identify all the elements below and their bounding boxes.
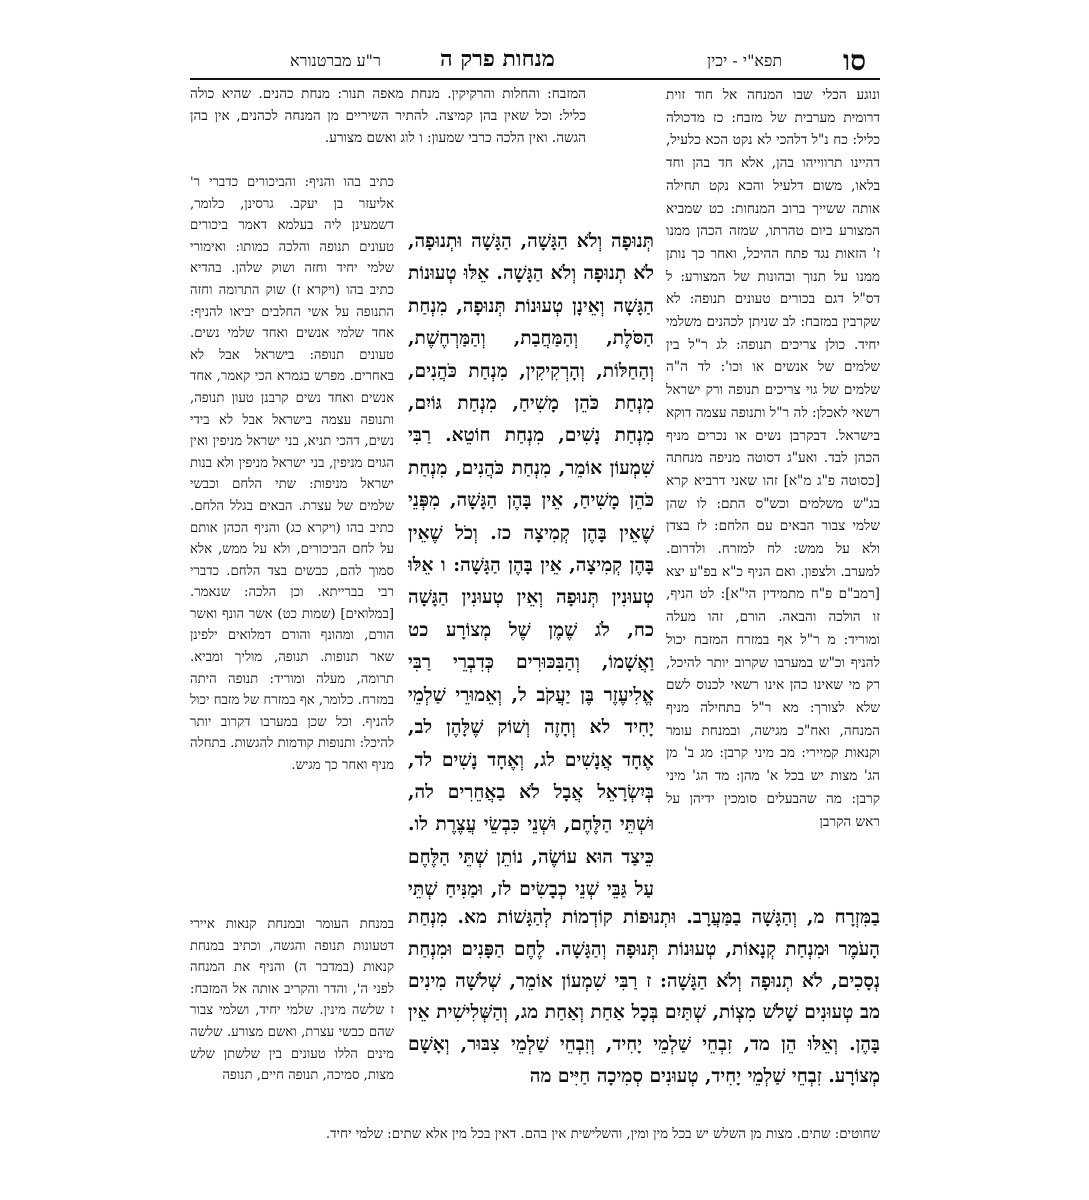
mishna-text: בַמִּזְרָח מ, וְהַגָּשָׁה בַמַּעֲרָב. וּתְנוּפוֹת קוֹדְמוֹת לְהַגָּשׁוֹת מא. מִנְחַת הָעֹמֶר וּמִנְחַת קְנָאוֹת, טְעוּנוֹת תְּנוּפָה וְהַגָּשָׁה. לֶחֶם הַפָּנִים וּמִנְחַת נְסָכִים, לֹא תְנוּפָה וְלֹא הַגָּשָׁה: ז רַבִּי שִׁמְעוֹן אוֹמֵר, שְׁלֹשָׁה מִינִים מב טְעוּנִים שָׁלֹשׁ מִצְוֹת, שְׁתַּיִם בְּכָל אַחַת וְאַחַת מג, וְהַשְּׁלִישִׁית אֵין בָּהֶן. וְאֵלּוּ הֵן מד, זִבְחֵי שַׁלְמֵי יָחִיד, וְזִבְחֵי שַׁלְמֵי צִבּוּר, וְאָשָׁם מְצוֹרָע. זִבְחֵי שַׁלְמֵי יָחִיד, טְעוּנִים סְמִיכָה חַיִּים מה [408, 907, 880, 1087]
page-number: סו [843, 44, 867, 77]
tiferet-yisrael-commentary [666, 84, 880, 899]
mishna-text: תְּנוּפָה וְלֹא הַגָּשָׁה, הַגָּשָׁה וּתְנוּפָה, לֹא תְנוּפָה וְלֹא הַגָּשָׁה. אֵלּוּ טְעוּנוֹת הַגָּשָׁה וְאֵינָן טְעוּנוֹת תְּנוּפָה, מִנְחַת הַסֹּלֶת, וְהַמַּחֲבַת, וְהַמַּרְחֶשֶׁת, וְהַחַלּוֹת, וְהָרְקִיקִין, מִנְחַת כֹּהֲנִים, מִנְחַת כֹּהֵן מָשִׁיחַ, מִנְחַת גּוֹיִם, מִנְחַת נָשִׁים, מִנְחַת חוֹטֵא. רַבִּי שִׁמְעוֹן אוֹמֵר, מִנְחַת כֹּהֲנִים, מִנְחַת כֹּהֵן מָשִׁיחַ, אֵין בָּהֶן הַגָּשָׁה, מִפְּנֵי שֶׁאֵין בָּהֶן קְמִיצָה כז. וְכֹל שֶׁאֵין בָּהֶן קְמִיצָה, אֵין בָּהֶן הַגָּשָׁה: ו אֵלּוּ טְעוּנִין תְּנוּפָה וְאֵין טְעוּנִין הַגָּשָׁה כח, לֹג שֶׁמֶן שֶׁל מְצוֹרָע כט וַאֲשָׁמוֹ, וְהַבִּכּוּרִים כְּדִבְרֵי רַבִּי אֱלִיעֶזֶר בֶּן יַעֲקֹב ל, וְאֵמוּרֵי שַׁלְמֵי יָחִיד לא וְחָזֶה וְשׁוֹק שֶׁלָּהֶן לב, אֶחָד אֲנָשִׁים לג, וְאֶחָד נָשִׁים לד, בְּיִשְׂרָאֵל אֲבָל לֹא בַאֲחֵרִים לה, וּשְׁתֵּי הַלֶּחֶם, וּשְׁנֵי כִּבְשֵׂי עֲצֶרֶת לו. כֵּיצַד הוּא עוֹשֶׂה, נוֹתֵן שְׁתֵּי הַלֶּחֶם עַל גַּבֵּי שְׁנֵי כְבָשִׂים לז, וּמַנִּיחַ שְׁתֵּי [408, 231, 654, 901]
header-divider [190, 78, 880, 80]
footnote-line: שחוטים: שתים. מצות מן השלש יש בכל מין ומין, והשלישית אין בהם. דאין בכל מין אלא שתים: שלמי יחיד. [325, 1127, 880, 1142]
mishna-text-column [408, 226, 654, 902]
commentary-text: המזבח: והחלות והרקיקין. מנחת מאפה תנור: מנחת כהנים. שהיא כולה כליל: וכל שאין בהן קמיצה. להתיר השיריים מן המנחה לכהנים, אין בהן הגשה. ואין הלכה כרבי שמעון: ו לוג ואשם מצורע. [190, 86, 586, 146]
bartenura-label: ר"ע מברטנורא [290, 51, 381, 70]
commentary-text: כתיב בהו והניף: והביכורים כדברי ר' אליעזר בן יעקב. גרסינן, כלומר, דשמעינן ליה בעלמא דאמר ביכורים טעונים תנופה והלכה כמותו: ואימורי שלמי יחיד וחזה ושוק שלהן. בהדיא כתיב בהו (ויקרא ז) שוק התרומה וחזה התנופה על אשי החלבים יביאו להניף: אחד שלמי אנשים ואחד שלמי נשים. טעונים תנופה: בישראל אבל לא באחרים. מפרש בגמרא הכי קאמר, אחד אנשים ואחד נשים קרבנן טעון תנופה, ותנופה עצמה בישראל אבל לא בידי נשים, דהכי תניא, בני ישראל מניפין ואין הגוים מניפין, בני ישראל מניפין ולא בנות ישראל מניפות: שתי הלחם וכבשי שלמים של עצרת. הבאים בגלל הלחם. כתיב בהו (ויקרא כג) והניף הכהן אותם על לחם הביכורים, ולא על ממש, אלא סמוך להם, כבשים בצד הלחם. כדברי רבי בברייתא. וכן הלכה: שנאמר. [במלואים] (שמות כט) אשר הונף ואשר הורם, ומהונף והורם דמלואים ילפינן שאר תנופות. תנופה, מוליך ומביא. תרומה, מעלה ומוריד: תנופה היתה במזרח. כלומר, אף במזרח של מזבח יכול להניף. וכל שכן במערבו דקרוב יותר להיכל: ותנופות קודמות להגשות. בתחלה מניף ואחר כך מגיש. [190, 175, 394, 774]
commentary-text: במנחת העומר ובמנחת קנאות איירי דטעונות תנופה והגשה, וכתיב במנחת קנאות (במדבר ה) והניף את המנחה לפני ה', והדר והקריב אותה אל המזבח: ז שלשה מינין. שלמי יחיד, ושלמי צבור שהם כבשי עצרת, ואשם מצורע. שלשה מינים הללו טעונים בין שלשתן שלש מצות, סמיכה, תנופה חיים, תנופה [190, 917, 394, 1084]
commentary-text: ונוגע הכלי שבו המנחה אל חוד זוית דרומית מערבית של מזבח: כז מדכולה כליל: כח נ"ל דלהכי לא נקט הכא כלעיל, דהיינו תרווייהו בהן, אלא חד בהן וחד בלאו, משום דלעיל והכא נקט תחילה אותה ששייך ברוב המנחות: כט שמביא המצורע ביום טהרתו, שמזה הכהן ממנו ז' הזאות נגד פתח ההיכל, ואחר כך נותן ממנו על תנוך ובהונות של המצורע: ל דס"ל דגם בכורים טעונים תנופה: לא שקרבין במזבח: לב שניתן לכהנים משלמי יחיד. כולן צריכים תנופה: לג ר"ל בין שלמים של אנשים או וכו': לד ה"ה שלמים של גוי צריכים תנופה ורק ישראל רשאי לאכלן: לה ר"ל ותנופה עצמה דוקא בישראל. דבקרבן נשים או נכרים מניף הכהן לבד. ואע"ג דסוטה מניפה מנחתה [כסוטה פ"ג מ"א] זהו שאני דרביא קרא בג"ש משלמים וכש"ס התם: לו שהן שלמי צבור הבאים עם הלחם: לז בצדן ולא על ממש: לח למזרח. ולדרום. למערב. ולצפון. ואם הניף כ"א בפ"ע יצא [רמב"ם פ"ח מתמידין הי"א]: לט הניף, זו הולכה והבאה. הורם, זהו מעלה ומוריד: מ ר"ל אף במזרח המזבח יכול להניף וכ"ש במערבו שקרוב יותר להיכל, רק מי שאינו כהן אינו רשאי לכנוס לשם שלא לצורך: מא ר"ל בתחילה מניף המנחה, ואח"כ מגישה, ובמנחת עומר וקנאות קמיירי: מב מיני קרבן: מג ב' מן הג' מצות יש בכל א' מהן: מד הג' מיני קרבן: מה שהבעלים סומכין ידיהן על ראש הקרבן [666, 87, 880, 830]
bartenura-commentary [190, 172, 394, 914]
tiferet-yisrael-label: תפא"י - יכין [707, 51, 783, 70]
bartenura-commentary-top [190, 84, 586, 172]
mishna-text-bottom [408, 902, 880, 1124]
chapter-title: מנחות פרק ה [440, 46, 555, 72]
bartenura-commentary-bottom [190, 914, 394, 1110]
page-header [0, 0, 1089, 80]
